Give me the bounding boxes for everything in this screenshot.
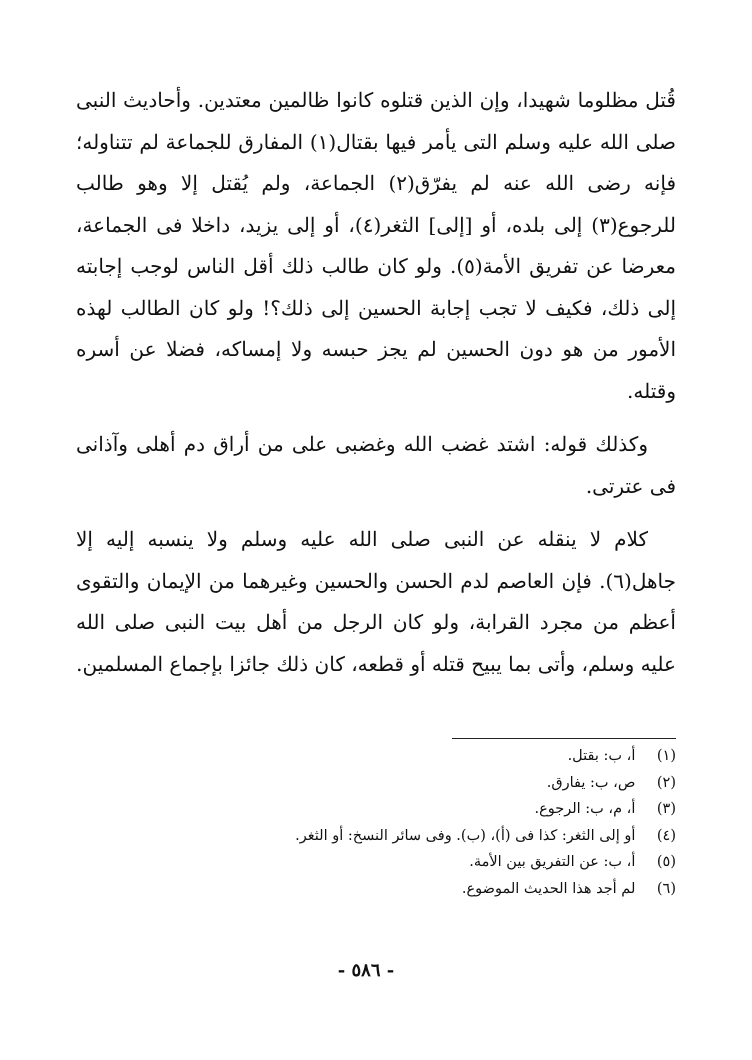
footnote-number: (٣) bbox=[656, 801, 676, 817]
footnote-number: (١) bbox=[656, 748, 676, 764]
paragraph-2: وكذلك قوله: اشتد غضب الله وغضبى على من أراق دم أهلى وآذانى فى عترتى. bbox=[76, 432, 676, 498]
footnote-text: أ، ب: بقتل. bbox=[567, 748, 636, 764]
footnotes bbox=[130, 743, 676, 902]
footnote-1 bbox=[130, 743, 676, 770]
page-number: - ٥٨٦ - bbox=[337, 960, 395, 981]
footnote-3 bbox=[130, 796, 676, 823]
main-text bbox=[76, 80, 676, 685]
footnote-text: ص، ب: يفارق. bbox=[546, 774, 636, 791]
footnote-number: (٢) bbox=[656, 774, 676, 791]
footnote-text: أ، م، ب: الرجوع. bbox=[534, 801, 636, 817]
footnote-text: أو إلى الثغر: كذا فى (أ)، (ب). وفى سائر النسخ: أو الثغر. bbox=[295, 827, 636, 844]
paragraph-1: قُتل مظلوما شهيدا، وإن الذين قتلوه كانوا ظالمين معتدين. وأحاديث النبى صلى الله عليه وسلم التى يأمر فيها بقتال(١) المفارق للجماعة لم تتناوله؛ فإنه رضى الله عنه لم يفرّق(٢) الجماعة، ولم يُقتل إلا وهو طالب للرجوع(٣) إلى بلده، أو [إلى] الثغر(٤)، أو إلى يزيد، داخلا فى الجماعة، معرضا عن تفريق الأمة(٥). ولو كان طالب ذلك أقل الناس لوجب إجابته إلى ذلك، فكيف لا تجب إجابة الحسين إلى ذلك؟! ولو كان الطالب لهذه الأمور من هو دون الحسين لم يجز حبسه ولا إمساكه، فضلا عن أسره وقتله. bbox=[76, 88, 676, 403]
footnote-separator bbox=[452, 738, 676, 739]
footnote-4 bbox=[130, 823, 676, 850]
footnote-5 bbox=[130, 849, 676, 876]
footnote-6 bbox=[130, 876, 676, 903]
footnote-2 bbox=[130, 770, 676, 797]
footnote-text: لم أجد هذا الحديث الموضوع. bbox=[461, 880, 636, 897]
footnote-text: أ، ب: عن التفريق بين الأمة. bbox=[469, 854, 636, 870]
paragraph-3: كلام لا ينقله عن النبى صلى الله عليه وسلم ولا ينسبه إليه إلا جاهل(٦). فإن العاصم لدم الحسن والحسين وغيرهما من الإيمان والتقوى أعظم من مجرد القرابة، ولو كان الرجل من أهل بيت النبى صلى الله عليه وسلم، وأتى بما يبيح قتله أو قطعه، كان ذلك جائزا بإجماع المسلمين. bbox=[76, 527, 676, 676]
footnote-number: (٦) bbox=[656, 880, 676, 897]
footnote-number: (٥) bbox=[656, 854, 676, 870]
footnote-number: (٤) bbox=[656, 827, 676, 844]
